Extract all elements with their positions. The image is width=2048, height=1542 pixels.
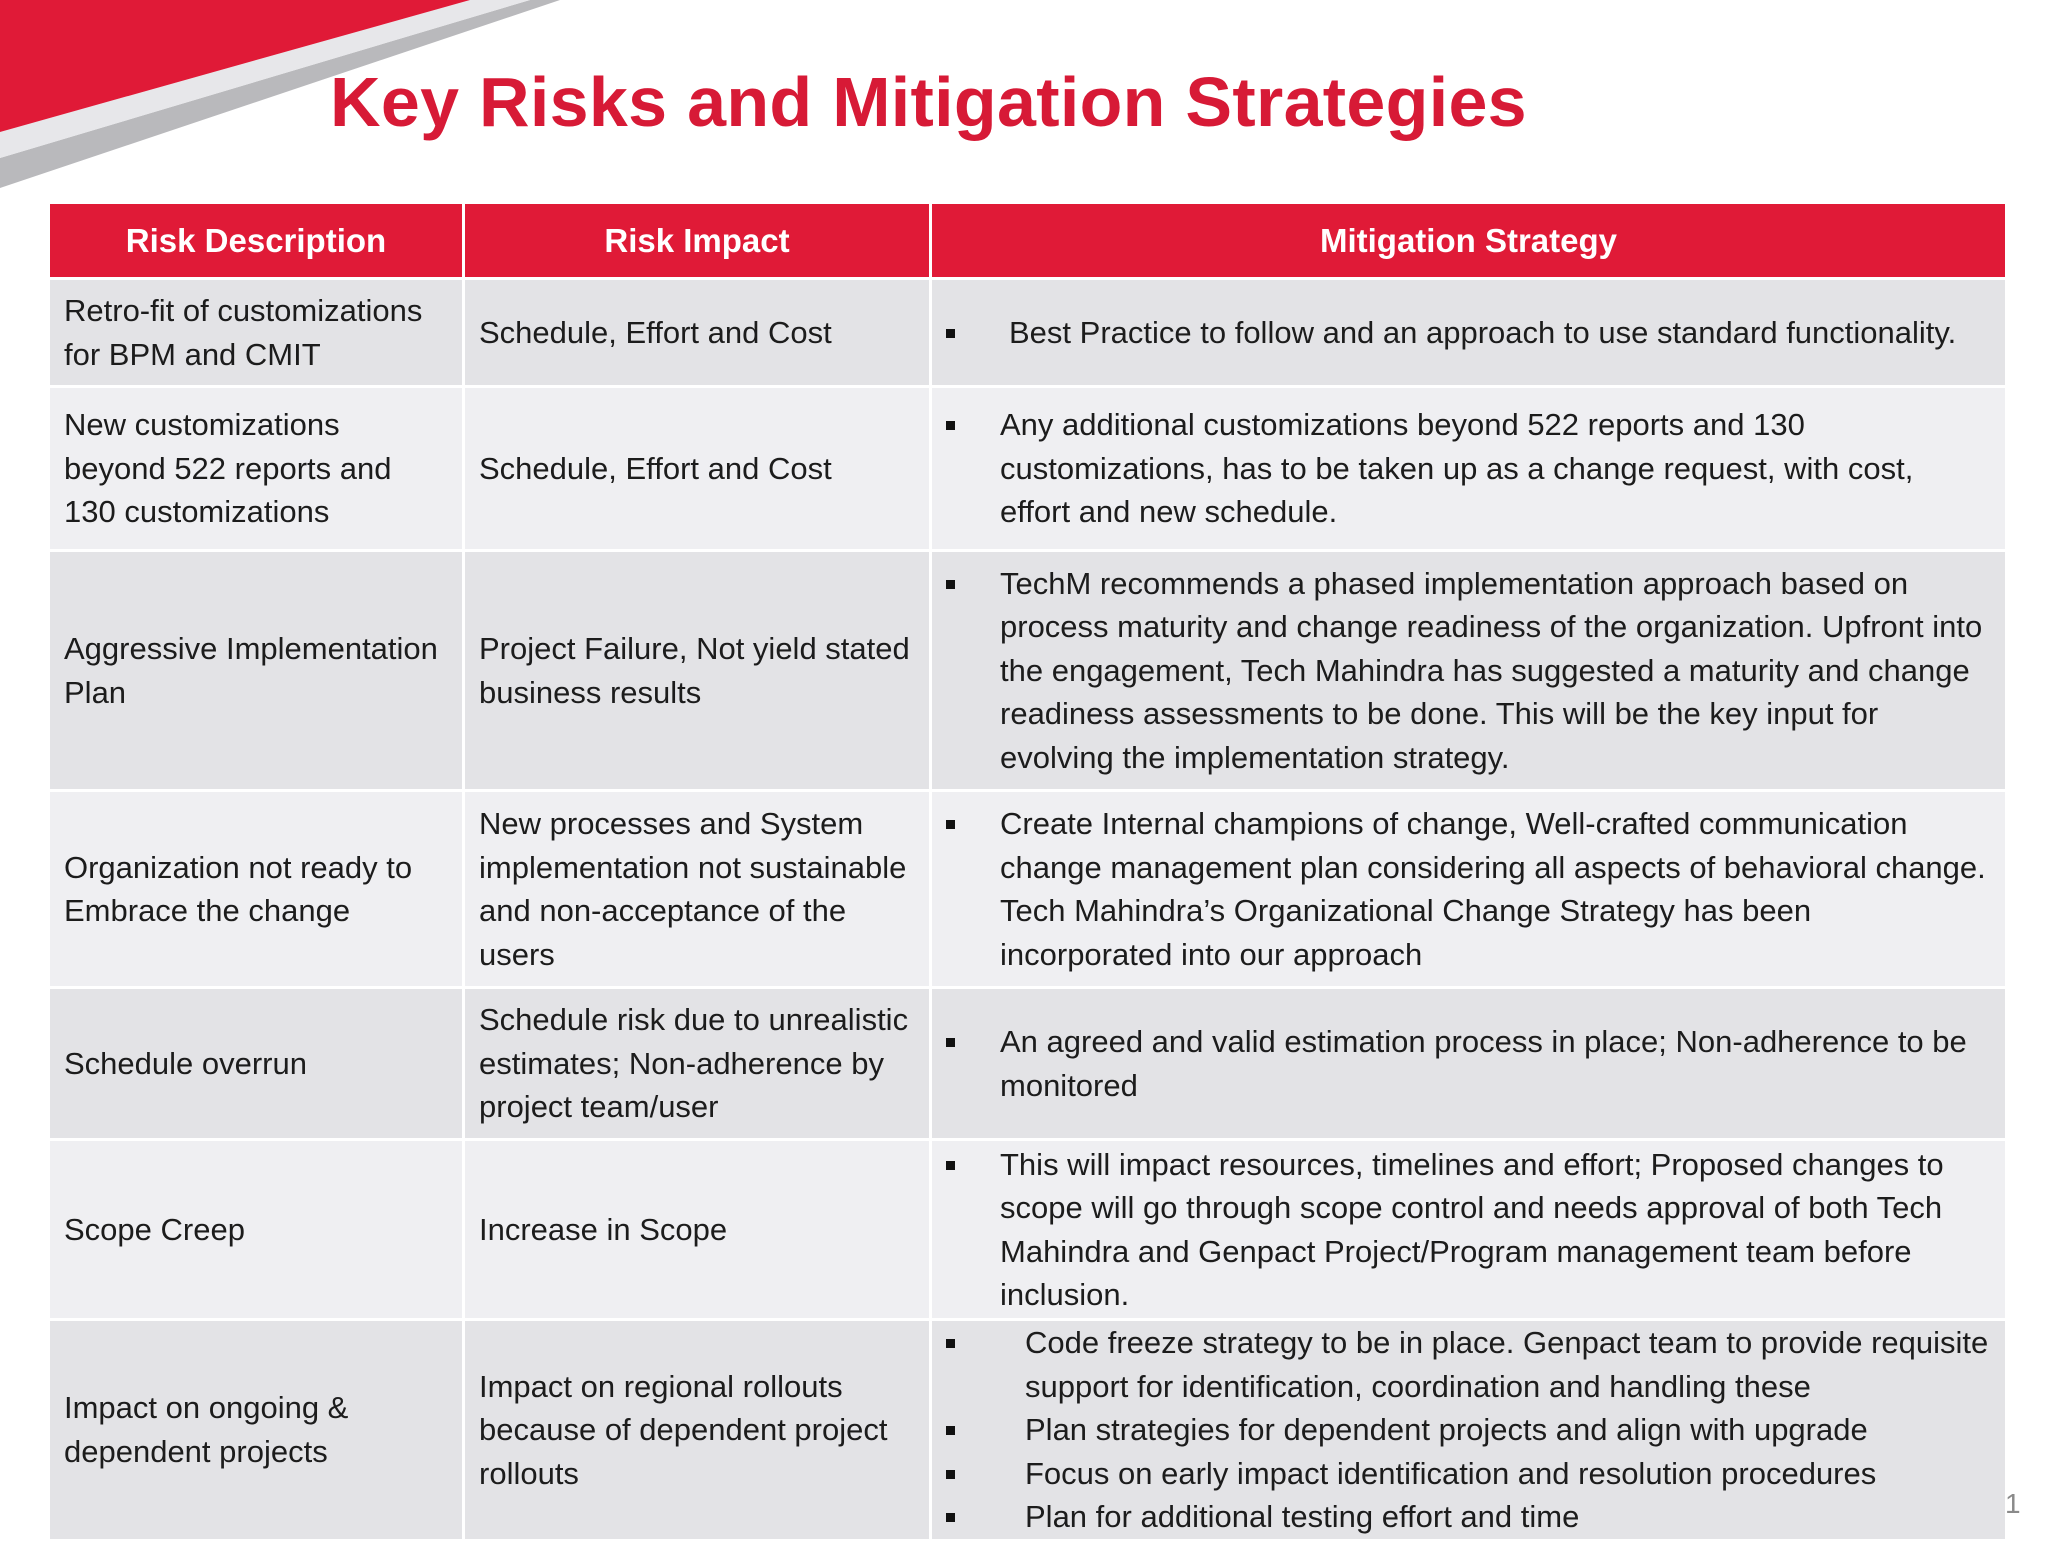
risk-impact-cell: Schedule, Effort and Cost — [464, 279, 931, 387]
mitigation-bullet: Focus on early impact identification and resolution procedures — [946, 1452, 1991, 1496]
mitigation-bullet: Plan strategies for dependent projects and align with upgrade — [946, 1408, 1991, 1452]
risk-impact-cell: Project Failure, Not yield stated business results — [464, 551, 931, 791]
risk-impact-cell: New processes and System implementation not sustainable and non-acceptance of the users — [464, 791, 931, 988]
slide-title: Key Risks and Mitigation Strategies — [330, 63, 1527, 141]
table-row — [49, 1140, 2007, 1320]
mitigation-bullet: Create Internal champions of change, Well-crafted communication change management plan considering all aspects of behavioral change. Tech Mahindra’s Organizational Change Strategy has been incorporated into our approach — [946, 802, 1991, 976]
table-row — [49, 1320, 2007, 1541]
risk-description-cell: Retro-fit of customizations for BPM and CMIT — [49, 279, 464, 387]
mitigation-bullet: TechM recommends a phased implementation approach based on process maturity and change readiness of the organization. Upfront into the engagement, Tech Mahindra has suggested a maturity and change readiness assessments to be done. This will be the key input for evolving the implementation strategy. — [946, 562, 1991, 780]
mitigation-bullet: Plan for additional testing effort and time — [946, 1495, 1991, 1539]
mitigation-bullet: An agreed and valid estimation process in place; Non-adherence to be monitored — [946, 1020, 1991, 1107]
mitigation-list — [946, 1143, 1991, 1317]
risk-description-cell: Organization not ready to Embrace the change — [49, 791, 464, 988]
mitigation-list — [946, 1020, 1991, 1107]
mitigation-cell — [931, 791, 2007, 988]
mitigation-cell — [931, 1140, 2007, 1320]
mitigation-list — [946, 802, 1991, 976]
mitigation-list — [946, 1321, 1991, 1539]
risk-description-cell: New customizations beyond 522 reports and 130 customizations — [49, 387, 464, 551]
risk-description-cell: Aggressive Implementation Plan — [49, 551, 464, 791]
risk-mitigation-table — [47, 201, 2008, 1542]
mitigation-bullet: Best Practice to follow and an approach to use standard functionality. — [946, 311, 1991, 355]
mitigation-cell — [931, 279, 2007, 387]
table-row — [49, 387, 2007, 551]
risk-impact-cell: Schedule, Effort and Cost — [464, 387, 931, 551]
table-row — [49, 551, 2007, 791]
mitigation-bullet: Any additional customizations beyond 522 reports and 130 customizations, has to be taken up as a change request, with cost, effort and new schedule. — [946, 403, 1991, 534]
table-header-row — [49, 203, 2007, 279]
mitigation-cell — [931, 551, 2007, 791]
risk-description-cell: Scope Creep — [49, 1140, 464, 1320]
mitigation-bullet: Code freeze strategy to be in place. Genpact team to provide requisite support for identification, coordination and handling these — [946, 1321, 1991, 1408]
header-risk-description: Risk Description — [49, 203, 464, 279]
table-row — [49, 988, 2007, 1140]
mitigation-list — [946, 311, 1991, 355]
risk-description-cell: Impact on ongoing & dependent projects — [49, 1320, 464, 1541]
mitigation-list — [946, 403, 1991, 534]
mitigation-cell — [931, 988, 2007, 1140]
page-number: 1 — [2005, 1488, 2021, 1519]
risk-impact-cell: Increase in Scope — [464, 1140, 931, 1320]
mitigation-bullet: This will impact resources, timelines and effort; Proposed changes to scope will go through scope control and needs approval of both Tech Mahindra and Genpact Project/Program management team before inclusion. — [946, 1143, 1991, 1317]
mitigation-list — [946, 562, 1991, 780]
table-row — [49, 279, 2007, 387]
header-mitigation-strategy: Mitigation Strategy — [931, 203, 2007, 279]
risk-impact-cell: Schedule risk due to unrealistic estimates; Non-adherence by project team/user — [464, 988, 931, 1140]
mitigation-cell — [931, 387, 2007, 551]
risk-description-cell: Schedule overrun — [49, 988, 464, 1140]
risk-impact-cell: Impact on regional rollouts because of dependent project rollouts — [464, 1320, 931, 1541]
table-row — [49, 791, 2007, 988]
mitigation-cell — [931, 1320, 2007, 1541]
header-risk-impact: Risk Impact — [464, 203, 931, 279]
